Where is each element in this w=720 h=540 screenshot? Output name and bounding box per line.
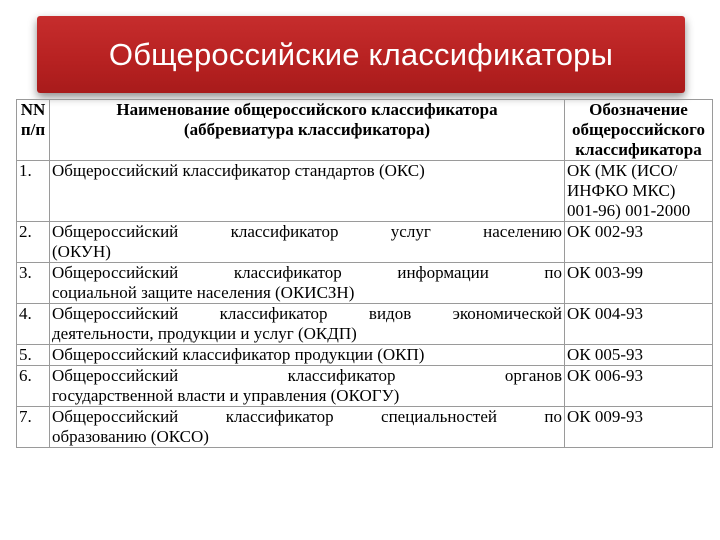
row-number: 2. xyxy=(17,222,50,263)
row-name-line: Общероссийский классификатор органов xyxy=(52,366,562,385)
row-code: ОК 005-93 xyxy=(565,345,713,366)
row-number: 3. xyxy=(17,263,50,304)
header-number-line: п/п xyxy=(20,120,46,139)
row-number: 1. xyxy=(17,161,50,222)
table-row xyxy=(17,222,713,263)
row-name xyxy=(50,407,565,448)
row-name-line: образованию (ОКСО) xyxy=(52,427,209,446)
row-number: 4. xyxy=(17,304,50,345)
slide-title: Общероссийские классификаторы xyxy=(108,36,614,72)
header-code xyxy=(565,100,713,161)
row-name-line: (ОКУН) xyxy=(52,242,111,261)
row-name-line: Общероссийский классификатор специальностей по xyxy=(52,407,562,426)
row-name xyxy=(50,366,565,407)
row-name-line: Общероссийский классификатор продукции (ОКП) xyxy=(52,345,425,364)
header-name-line: (аббревиатура классификатора) xyxy=(183,120,431,139)
header-name xyxy=(50,100,565,161)
table-row xyxy=(17,304,713,345)
classifiers-table xyxy=(16,99,713,448)
table-row xyxy=(17,345,713,366)
header-number xyxy=(17,100,50,161)
header-code-line: Обозначение xyxy=(589,100,688,119)
row-code: ОК (МК (ИСО/ ИНФКО МКС) 001-96) 001-2000 xyxy=(565,161,713,222)
header-code-line: общероссийского xyxy=(572,120,705,139)
row-number: 7. xyxy=(17,407,50,448)
table-row xyxy=(17,161,713,222)
row-name-line: социальной защите населения (ОКИСЗН) xyxy=(52,283,355,302)
row-name-line: Общероссийский классификатор услуг населению xyxy=(52,222,562,241)
row-name xyxy=(50,304,565,345)
header-number-line: NN xyxy=(20,100,46,119)
row-code: ОК 006-93 xyxy=(565,366,713,407)
header-code-line: классификатора xyxy=(575,140,702,159)
row-name xyxy=(50,222,565,263)
title-banner xyxy=(37,16,685,93)
table-row xyxy=(17,407,713,448)
row-name-line: Общероссийский классификатор информации по xyxy=(52,263,562,282)
row-number: 5. xyxy=(17,345,50,366)
row-code: ОК 009-93 xyxy=(565,407,713,448)
row-code: ОК 002-93 xyxy=(565,222,713,263)
table-header-row xyxy=(17,100,713,161)
row-number: 6. xyxy=(17,366,50,407)
table-row xyxy=(17,366,713,407)
row-name-line: Общероссийский классификатор стандартов (ОКС) xyxy=(52,161,425,180)
row-code: ОК 004-93 xyxy=(565,304,713,345)
table-row xyxy=(17,263,713,304)
row-name-line: деятельности, продукции и услуг (ОКДП) xyxy=(52,324,357,343)
row-name-line: государственной власти и управления (ОКОГУ) xyxy=(52,386,400,405)
header-name-line: Наименование общероссийского классификатора xyxy=(116,100,498,119)
row-name xyxy=(50,161,565,222)
row-name-line: Общероссийский классификатор видов экономической xyxy=(52,304,562,323)
row-name xyxy=(50,345,565,366)
row-code: ОК 003-99 xyxy=(565,263,713,304)
row-name xyxy=(50,263,565,304)
